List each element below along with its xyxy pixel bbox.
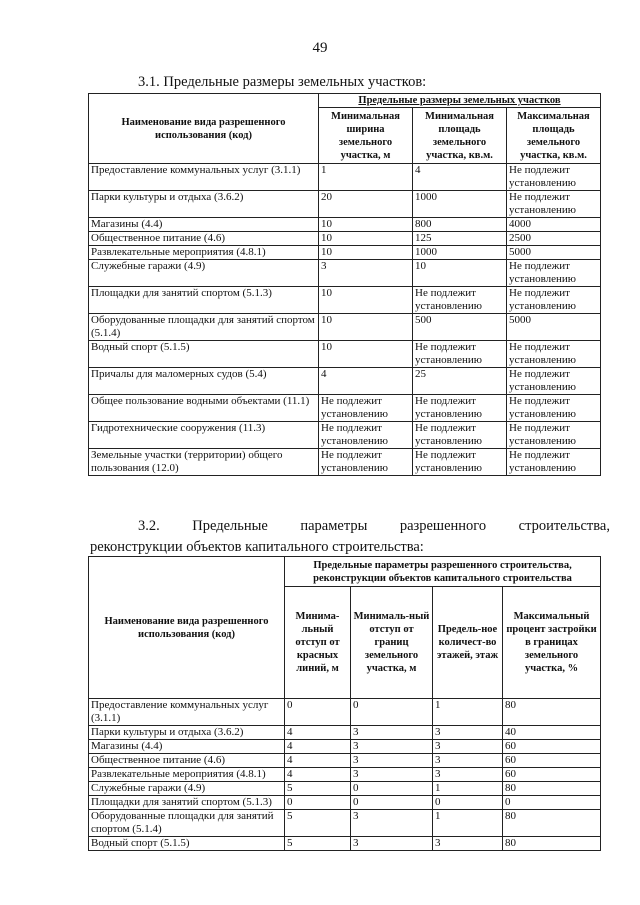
table-row — [89, 246, 601, 260]
table-row — [89, 368, 601, 395]
t2-row-name: Площадки для занятий спортом (5.1.3) — [89, 796, 285, 810]
t1-cell: 4 — [413, 164, 507, 191]
t2-cell: 3 — [351, 754, 433, 768]
t1-cell: 20 — [319, 191, 413, 218]
t1-cell: Не подлежит установлению — [507, 191, 601, 218]
t1-row-name: Служебные гаражи (4.9) — [89, 260, 319, 287]
t1-row-name: Площадки для занятий спортом (5.1.3) — [89, 287, 319, 314]
t1-cell: Не подлежит установлению — [413, 422, 507, 449]
t2-col-boundary-setback: Минималь-ный отступ от границ земельного участка, м — [351, 587, 433, 699]
t1-cell: 3 — [319, 260, 413, 287]
t2-cell: 3 — [433, 754, 503, 768]
t2-col-red-line-setback: Минима-льный отступ от красных линий, м — [285, 587, 351, 699]
section2-title — [90, 516, 610, 558]
table-row — [89, 287, 601, 314]
t2-cell: 3 — [351, 810, 433, 837]
t1-cell: Не подлежит установлению — [507, 164, 601, 191]
t2-cell: 0 — [351, 796, 433, 810]
t1-cell: 25 — [413, 368, 507, 395]
t1-cell: Не подлежит установлению — [507, 395, 601, 422]
t1-row-name: Причалы для маломерных судов (5.4) — [89, 368, 319, 395]
t2-cell: 60 — [503, 768, 601, 782]
t1-row-name: Развлекательные мероприятия (4.8.1) — [89, 246, 319, 260]
t2-cell: 3 — [433, 768, 503, 782]
section2-title-word: строительства, — [518, 518, 610, 534]
t2-cell: 60 — [503, 754, 601, 768]
t2-cell: 4 — [285, 740, 351, 754]
t2-cell: 0 — [351, 699, 433, 726]
t1-cell: 1 — [319, 164, 413, 191]
t1-header-group: Предельные размеры земельных участков — [319, 94, 601, 108]
t1-cell: 4000 — [507, 218, 601, 232]
table-row — [89, 810, 601, 837]
table-row — [89, 768, 601, 782]
table-row — [89, 837, 601, 851]
section2-title-word: 3.2. — [138, 518, 160, 534]
t2-cell: 1 — [433, 782, 503, 796]
table-row — [89, 314, 601, 341]
t1-cell: Не подлежит установлению — [507, 422, 601, 449]
t1-cell: Не подлежит установлению — [507, 341, 601, 368]
t2-row-name: Служебные гаражи (4.9) — [89, 782, 285, 796]
t1-cell: Не подлежит установлению — [413, 287, 507, 314]
t2-cell: 3 — [351, 768, 433, 782]
t2-cell: 4 — [285, 754, 351, 768]
t1-cell: Не подлежит установлению — [413, 449, 507, 476]
t1-cell: 10 — [319, 314, 413, 341]
t1-cell: 2500 — [507, 232, 601, 246]
construction-params-table — [88, 556, 601, 851]
t1-row-name: Гидротехнические сооружения (11.3) — [89, 422, 319, 449]
t2-col-max-coverage: Максимальный процент застройки в границах земельного участка, % — [503, 587, 601, 699]
t1-cell: 10 — [319, 341, 413, 368]
t2-cell: 0 — [503, 796, 601, 810]
t2-cell: 3 — [433, 740, 503, 754]
t1-cell: Не подлежит установлению — [507, 287, 601, 314]
t2-cell: 0 — [285, 699, 351, 726]
t2-cell: 80 — [503, 810, 601, 837]
t1-row-name: Общественное питание (4.6) — [89, 232, 319, 246]
t2-row-name: Общественное питание (4.6) — [89, 754, 285, 768]
t2-row-name: Оборудованные площадки для занятий спортом (5.1.4) — [89, 810, 285, 837]
table-row — [89, 395, 601, 422]
t1-cell: 5000 — [507, 314, 601, 341]
section2-title-line2: реконструкции объектов капитального строительства: — [90, 539, 424, 555]
table-row — [89, 726, 601, 740]
t1-col-min-area: Минимальная площадь земельного участка, кв.м. — [413, 108, 507, 164]
t1-cell: 800 — [413, 218, 507, 232]
t1-row-name: Магазины (4.4) — [89, 218, 319, 232]
t2-cell: 0 — [433, 796, 503, 810]
t2-row-name: Предоставление коммунальных услуг (3.1.1) — [89, 699, 285, 726]
t1-cell: 10 — [319, 246, 413, 260]
table-row — [89, 341, 601, 368]
table-row — [89, 754, 601, 768]
t1-cell: Не подлежит установлению — [319, 449, 413, 476]
table-row — [89, 164, 601, 191]
t1-cell: 10 — [319, 232, 413, 246]
t1-row-name: Земельные участки (территории) общего пользования (12.0) — [89, 449, 319, 476]
t2-cell: 1 — [433, 699, 503, 726]
t2-cell: 80 — [503, 837, 601, 851]
land-plot-size-table — [88, 93, 601, 476]
t1-cell: 125 — [413, 232, 507, 246]
t1-header-name: Наименование вида разрешенного использования (код) — [89, 94, 319, 164]
t2-row-name: Водный спорт (5.1.5) — [89, 837, 285, 851]
table-row — [89, 422, 601, 449]
section1-title: 3.1. Предельные размеры земельных участков: — [138, 74, 427, 90]
table-row — [89, 232, 601, 246]
t1-row-name: Водный спорт (5.1.5) — [89, 341, 319, 368]
t1-cell: 500 — [413, 314, 507, 341]
section2-title-word: параметры — [300, 518, 368, 534]
t1-cell: 1000 — [413, 191, 507, 218]
t1-cell: Не подлежит установлению — [319, 395, 413, 422]
t2-cell: 5 — [285, 837, 351, 851]
t1-cell: Не подлежит установлению — [507, 449, 601, 476]
t1-row-name: Предоставление коммунальных услуг (3.1.1) — [89, 164, 319, 191]
t2-cell: 1 — [433, 810, 503, 837]
t2-cell: 4 — [285, 726, 351, 740]
table-row — [89, 796, 601, 810]
table-row — [89, 218, 601, 232]
t1-cell: 10 — [413, 260, 507, 287]
t1-cell: 4 — [319, 368, 413, 395]
table-row — [89, 191, 601, 218]
t2-row-name: Магазины (4.4) — [89, 740, 285, 754]
t1-cell: 10 — [319, 218, 413, 232]
table-row — [89, 740, 601, 754]
table-row — [89, 260, 601, 287]
t2-cell: 4 — [285, 768, 351, 782]
t1-cell: 10 — [319, 287, 413, 314]
t2-row-name: Развлекательные мероприятия (4.8.1) — [89, 768, 285, 782]
t1-row-name: Парки культуры и отдыха (3.6.2) — [89, 191, 319, 218]
t1-cell: 1000 — [413, 246, 507, 260]
t2-cell: 3 — [351, 837, 433, 851]
t2-cell: 5 — [285, 810, 351, 837]
t2-cell: 3 — [433, 837, 503, 851]
t2-cell: 5 — [285, 782, 351, 796]
t2-cell: 40 — [503, 726, 601, 740]
t1-cell: 5000 — [507, 246, 601, 260]
table-row — [89, 782, 601, 796]
t2-cell: 0 — [351, 782, 433, 796]
t2-header-name: Наименование вида разрешенного использования (код) — [89, 557, 285, 699]
section2-title-word: разрешенного — [399, 518, 487, 534]
t1-col-max-area: Максимальная площадь земельного участка, кв.м. — [507, 108, 601, 164]
t1-col-min-width: Минимальная ширина земельного участка, м — [319, 108, 413, 164]
t2-cell: 0 — [285, 796, 351, 810]
t2-cell: 3 — [351, 726, 433, 740]
section2-title-word: Предельные — [192, 518, 268, 534]
t2-row-name: Парки культуры и отдыха (3.6.2) — [89, 726, 285, 740]
t1-cell: Не подлежит установлению — [413, 341, 507, 368]
t2-cell: 80 — [503, 699, 601, 726]
t2-cell: 3 — [433, 726, 503, 740]
table-row — [89, 699, 601, 726]
t2-cell: 3 — [351, 740, 433, 754]
table-row — [89, 449, 601, 476]
page-number: 49 — [312, 40, 328, 56]
t1-row-name: Оборудованные площадки для занятий спортом (5.1.4) — [89, 314, 319, 341]
t1-cell: Не подлежит установлению — [413, 395, 507, 422]
t2-cell: 80 — [503, 782, 601, 796]
t2-header-group: Предельные параметры разрешенного строительства, реконструкции объектов капитального строительства — [285, 557, 601, 587]
t2-cell: 60 — [503, 740, 601, 754]
t1-cell: Не подлежит установлению — [507, 368, 601, 395]
t2-col-max-floors: Предель-ное количест-во этажей, этаж — [433, 587, 503, 699]
t1-row-name: Общее пользование водными объектами (11.1) — [89, 395, 319, 422]
t1-cell: Не подлежит установлению — [507, 260, 601, 287]
t1-cell: Не подлежит установлению — [319, 422, 413, 449]
